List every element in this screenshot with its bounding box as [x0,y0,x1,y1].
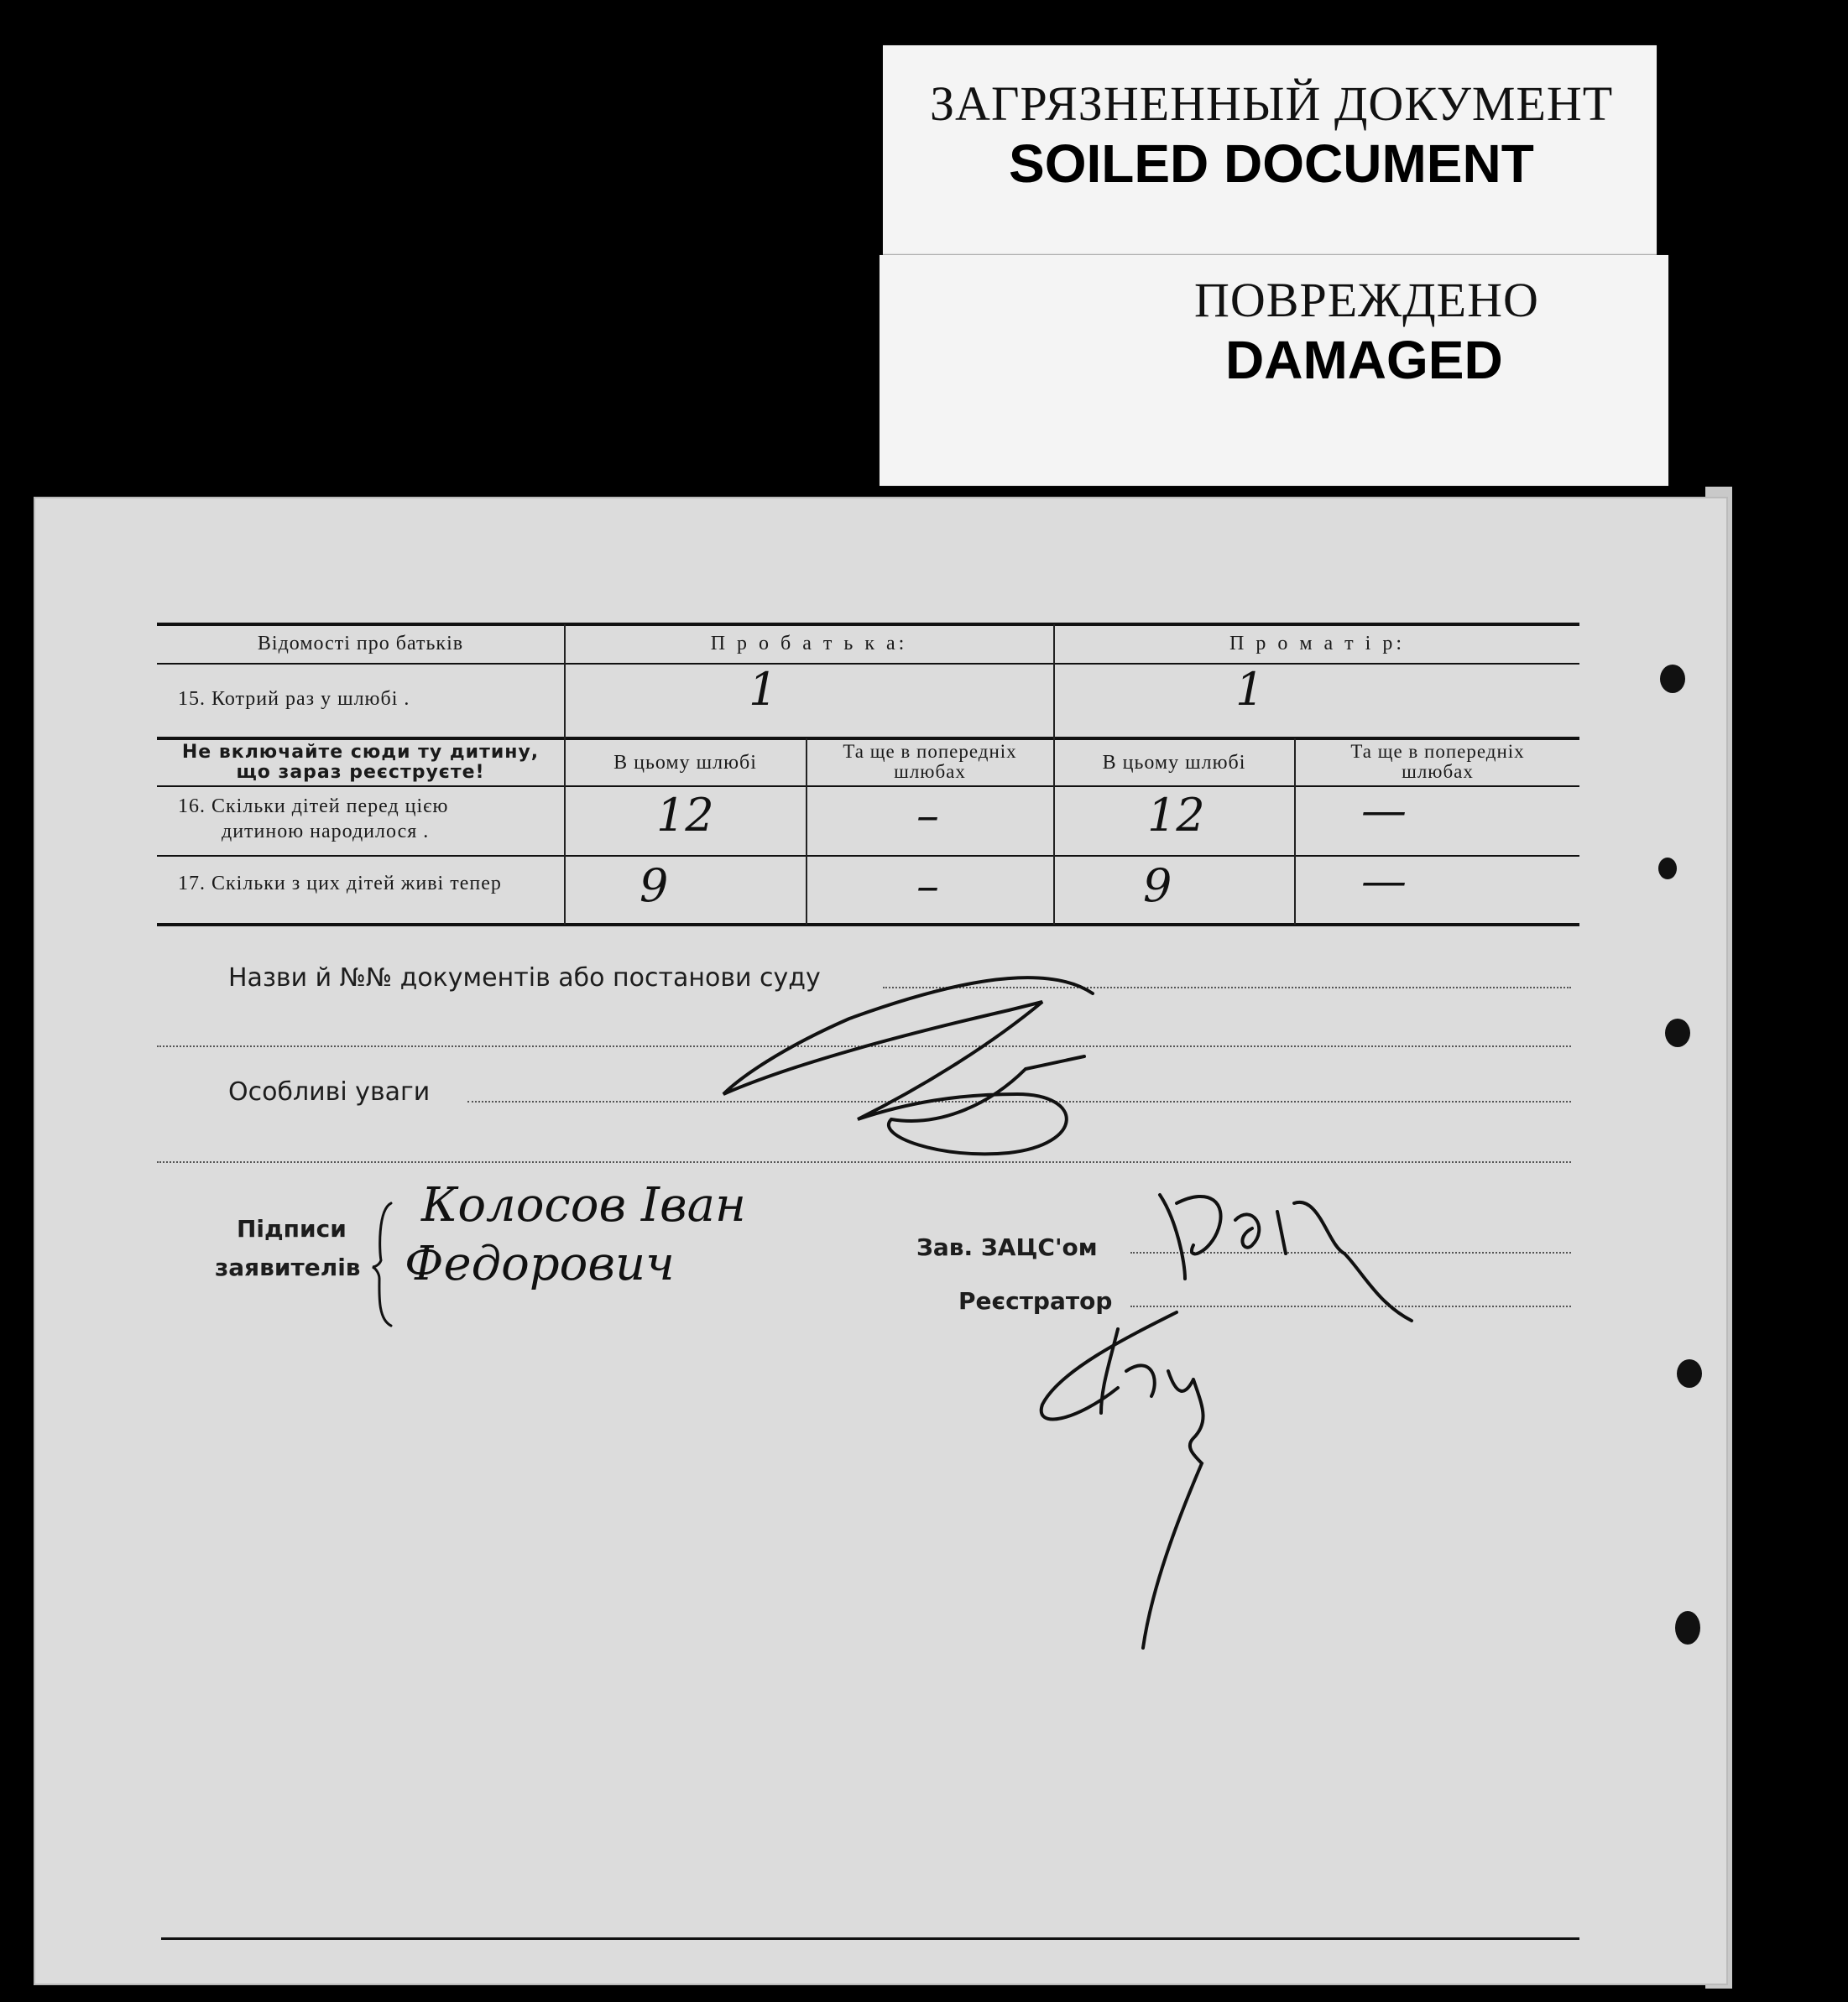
applicant-signature-2: Федорович [405,1237,675,1291]
subheader-mother-prev-1: Та ще в попередніх [1350,741,1525,762]
signatures-label-2: заявителів [215,1254,361,1281]
row17-mother-prev: — [1361,854,1407,907]
row17-father-prev: – [916,859,939,912]
registrar-signature [1026,1304,1294,1656]
binding-hole [1677,1359,1702,1388]
binding-hole [1658,858,1677,879]
row16-father-prev: – [916,789,939,842]
cancellation-flourish [690,968,1160,1161]
signatures-brace [371,1202,396,1327]
row17-father-this: 9 [639,859,669,912]
header-about-father: П р о б а т ь к а: [710,633,908,654]
damaged-label-en: DAMAGED [1225,330,1503,390]
documents-label: Назви й №№ документів або постанови суду [228,963,821,993]
registration-form-sheet [34,497,1728,1985]
registrar-label: Реєстратор [958,1287,1113,1315]
note-line-2: що зараз реєструєте! [236,762,485,783]
row15-label: 15. Котрий раз у шлюбі . [178,688,410,710]
table-header-rule [157,663,1579,665]
head-of-office-label: Зав. ЗАЦС'ом [916,1233,1098,1261]
row15-mother-value: 1 [1235,663,1265,716]
signatures-label-1: Підписи [237,1215,347,1243]
subheader-father-this: В цьому шлюбі [613,752,757,774]
table-col-divider-1 [564,624,566,925]
subheader-father-prev-2: шлюбах [894,761,966,782]
form-bottom-rule [161,1937,1579,1940]
subheader-father-prev-1: Та ще в попередніх [843,741,1017,762]
row16-mother-prev: — [1361,784,1407,837]
subheader-mother-this: В цьому шлюбі [1102,752,1246,774]
row16-father-this: 12 [656,789,714,842]
damaged-label-ru: ПОВРЕЖДЕНО [1194,273,1539,327]
header-about-mother: П р о м а т і р: [1229,633,1405,654]
header-parents-info: Відомості про батьків [257,633,464,654]
subheader-mother-prev-2: шлюбах [1402,761,1474,782]
damaged-document-label [880,255,1668,486]
row16-label-2: дитиною народилося . [222,821,430,842]
table-row15-rule [157,737,1579,740]
remarks-label: Особливі уваги [228,1077,431,1107]
binding-hole [1660,665,1685,693]
soiled-label-ru: ЗАГРЯЗНЕННЫЙ ДОКУМЕНТ [930,76,1614,131]
row16-label-1: 16. Скільки дітей перед цією [178,795,449,817]
binding-hole [1665,1019,1690,1047]
row16-mother-this: 12 [1147,789,1205,842]
remarks-line-2 [157,1161,1571,1163]
binding-hole [1675,1611,1700,1645]
table-bottom-rule [157,923,1579,926]
row17-label: 17. Скільки з цих дітей живі тепер [178,873,502,894]
applicant-signature-1: Колосов Іван [421,1178,746,1233]
table-col-divider-2 [1053,624,1055,925]
note-line-1: Не включайте сюди ту дитину, [181,742,540,763]
table-top-rule [157,623,1579,626]
row15-father-value: 1 [749,663,778,716]
row17-mother-this: 9 [1143,859,1172,912]
soiled-label-en: SOILED DOCUMENT [1009,133,1534,194]
